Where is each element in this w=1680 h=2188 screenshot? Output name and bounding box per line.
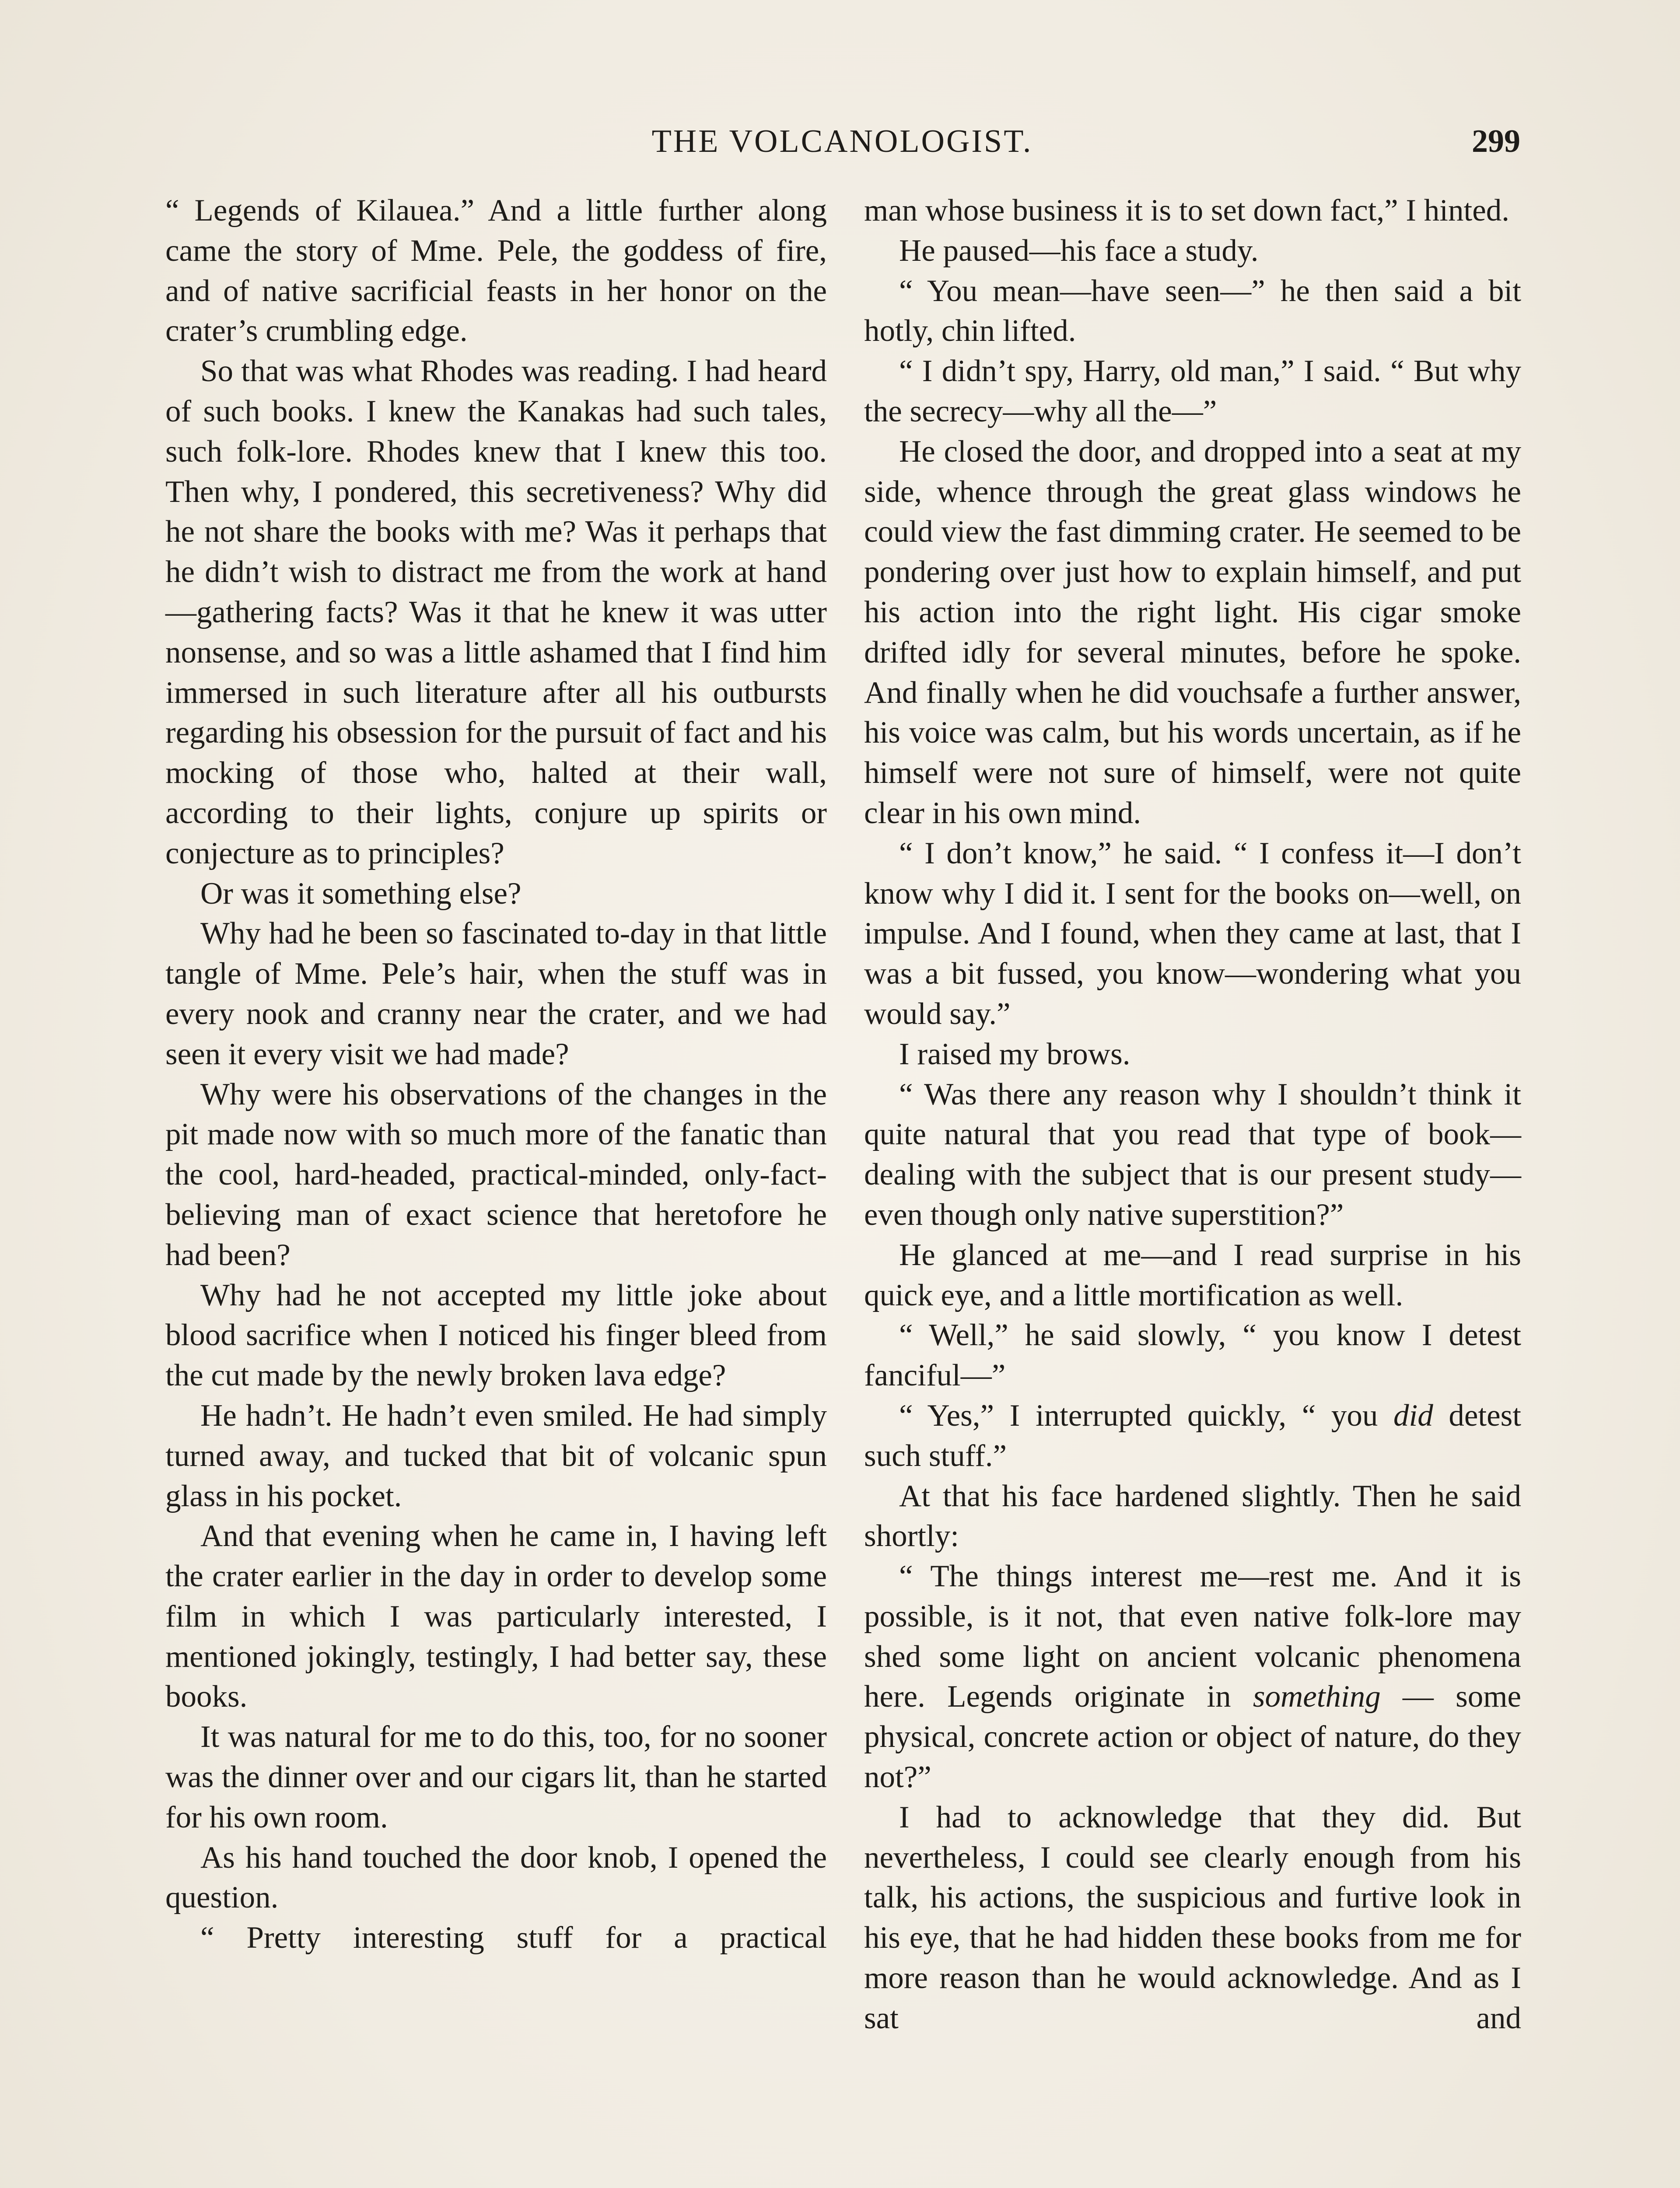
paragraph-continuation: man whose business it is to set down fact,” I hinted. — [864, 193, 1509, 228]
paragraph: “ Well,” he said slowly, “ you know I detest fanciful—” — [864, 1318, 1521, 1393]
paragraph: Why had he been so fascinated to-day in that little tangle of Mme. Pele’s hair, when the stuff was in every nook and cranny near the crater, and we had seen it every visit we had made? — [165, 916, 827, 1071]
paragraph: So that was what Rhodes was reading. I had heard of such books. I knew the Kanakas had such tales, such folk-lore. Rhodes knew that I knew this too. Then why, I pondered, this secretiveness? Why did he not share the books with me? Was it perhaps that he didn’t wish to distract me from the work at hand—gathering facts? Was it that he knew it was utter nonsense, and so was a little ashamed that I find him immersed in such literature after all his outbursts regarding his obsession for the pursuit of fact and his mocking of those who, halted at their wall, according to their lights, conjure up spirits or conjecture as to principles? — [165, 354, 827, 870]
paragraph — [864, 1396, 1521, 1476]
paragraph: I raised my brows. — [899, 1037, 1130, 1071]
paragraph: I had to acknowledge that they did. But nevertheless, I could see clearly enough from his talk, his actions, the suspicious and furtive look in his eye, that he had hidden these books from me for more reason than he would acknowledge. And as I sat and — [864, 1800, 1521, 2035]
text-run: detest such stuff.” — [864, 1398, 1521, 1473]
emphasis: did — [1393, 1398, 1433, 1433]
paragraph: And that evening when he came in, I having left the crater earlier in the day in order to develop some film in which I was particularly interested, I mentioned jokingly, testingly, I had better say, these books. — [165, 1519, 827, 1714]
paragraph: Why were his observations of the changes in the pit made now with so much more of the fanatic than the cool, hard-headed, practical-minded, only-fact-believing man of exact science that heretofore he had been? — [165, 1077, 827, 1272]
paragraph: “ I don’t know,” he said. “ I confess it—I don’t know why I did it. I sent for the books on—well, on impulse. And I found, when they came at last, that I was a bit fussed, you know—wondering what you would say.” — [864, 836, 1521, 1031]
paragraph: “ Legends of Kilauea.” And a little further along came the story of Mme. Pele, the goddess of fire, and of native sacrificial feasts in her honor on the crater’s crumbling edge. — [165, 193, 827, 348]
paragraph: “ You mean—have seen—” he then said a bit hotly, chin lifted. — [864, 274, 1521, 348]
paragraph: “ Pretty interesting stuff for a practical — [200, 1921, 827, 1955]
text-run: “ The things interest me—rest me. And it is possible, is it not, that even native folk-lore may shed some light on ancient volcanic phenomena here. Legends originate in — [864, 1559, 1521, 1714]
running-title: THE VOLCANOLOGIST. — [651, 123, 1033, 159]
paragraph: He paused—his face a study. — [899, 233, 1259, 268]
paragraph: He glanced at me—and I read surprise in his quick eye, and a little mortification as well. — [864, 1238, 1521, 1312]
paragraph: As his hand touched the door knob, I opened the question. — [165, 1840, 827, 1915]
paragraph: Why had he not accepted my little joke about blood sacrifice when I noticed his finger bleed from the cut made by the newly broken lava edge? — [165, 1278, 827, 1393]
running-head — [164, 117, 1520, 165]
text-run: “ Yes,” I interrupted quickly, “ you — [899, 1398, 1394, 1433]
paragraph: He hadn’t. He hadn’t even smiled. He had simply turned away, and tucked that bit of volcanic spun glass in his pocket. — [165, 1398, 827, 1513]
right-column — [864, 191, 1521, 2188]
paragraph: “ I didn’t spy, Harry, old man,” I said. “ But why the secrecy—why all the—” — [864, 354, 1521, 428]
paragraph: It was natural for me to do this, too, for no sooner was the dinner over and our cigars lit, than he started for his own room. — [165, 1720, 827, 1834]
paragraph: “ Was there any reason why I shouldn’t think it quite natural that you read that type of book—dealing with the subject that is our present study—even though only native superstition?” — [864, 1077, 1521, 1232]
page-number: 299 — [1472, 123, 1520, 159]
left-column — [165, 191, 827, 2188]
emphasis: something — [1253, 1680, 1381, 1714]
paragraph: Or was it something else? — [200, 876, 522, 911]
paragraph: At that his face hardened slightly. Then he said shortly: — [864, 1479, 1521, 1553]
paragraph — [864, 1557, 1521, 1798]
paragraph: He closed the door, and dropped into a seat at my side, whence through the great glass windows he could view the fast dimming crater. He seemed to be pondering over just how to explain himself, and put his action into the right light. His cigar smoke drifted idly for several minutes, before he spoke. And finally when he did vouchsafe a further answer, his voice was calm, but his words uncertain, as if he himself were not sure of himself, were not quite clear in his own mind. — [864, 434, 1521, 830]
text-run: — some physical, concrete action or object of nature, do they not?” — [864, 1680, 1521, 1795]
